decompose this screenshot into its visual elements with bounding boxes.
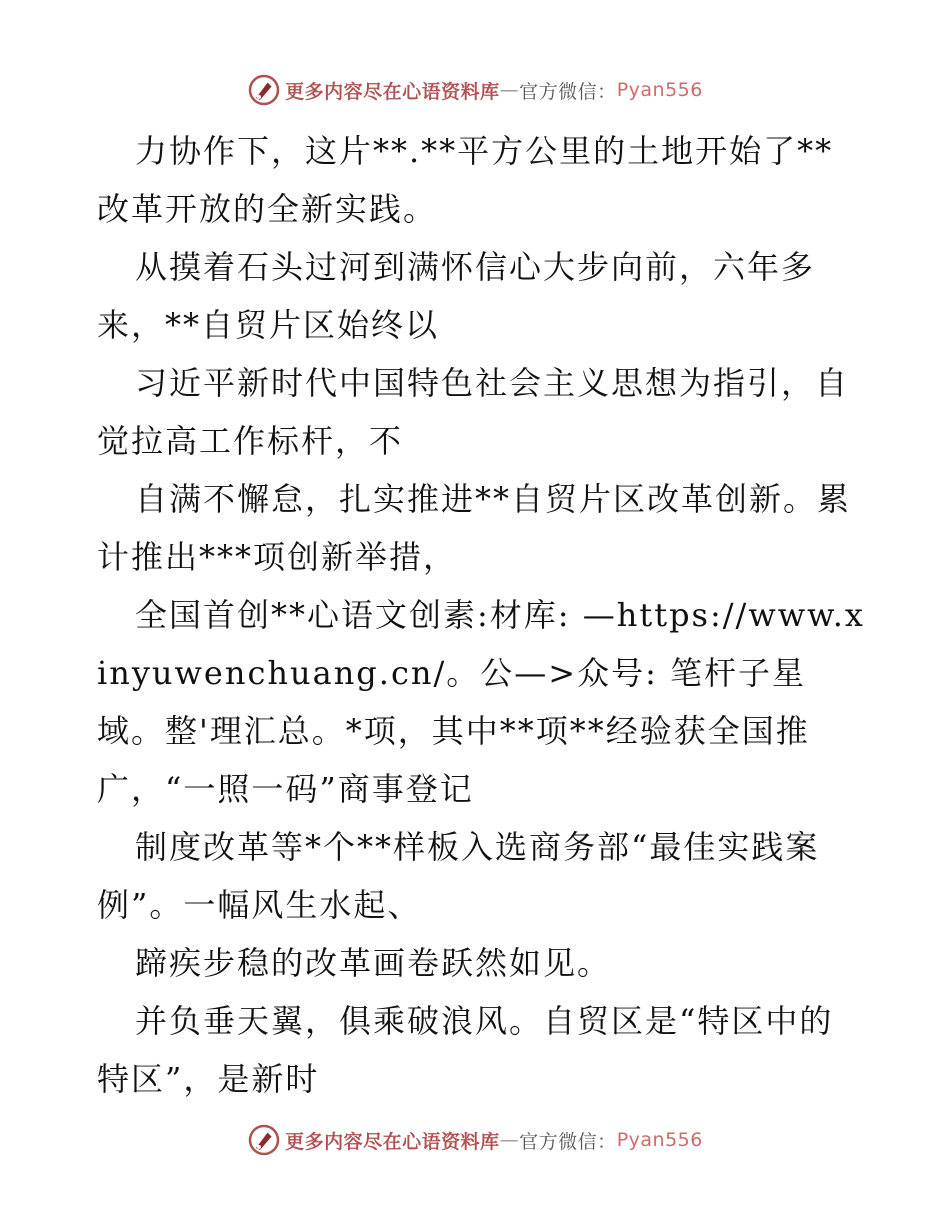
document-body (97, 122, 867, 1108)
banner-separator: — (499, 79, 520, 101)
banner-site-text: 更多内容尽在心语资料库 (285, 1130, 500, 1153)
banner-account: Pyan556 (616, 1129, 703, 1151)
paragraph: 从摸着石头过河到满怀信心大步向前，六年多来，**自贸片区始终以 (97, 248, 816, 344)
paragraph: 制度改革等*个**样板入选商务部“最佳实践案例”。一幅风生水起、 (97, 828, 820, 924)
paragraph: 全国首创**心语文创素:材库: —https://www.xinyuwenchuang.cn/。公—>众号: 笔杆子星域。整'理汇总。*项，其中**项**经验获全国推广，“一照一码”商事登记 (97, 596, 865, 808)
paragraph: 蹄疾步稳的改革画卷跃然如见。 (135, 944, 612, 982)
footer-banner (0, 1120, 950, 1160)
paragraph: 力协作下，这片**.**平方公里的土地开始了**改革开放的全新实践。 (97, 132, 834, 228)
banner-separator: — (499, 1129, 520, 1151)
banner-site-text: 更多内容尽在心语资料库 (285, 80, 500, 103)
paragraph: 并负垂天翼，俱乘破浪风。自贸区是“特区中的特区”，是新时 (97, 1002, 834, 1098)
banner-official-label: 官方微信： (519, 1130, 617, 1153)
pen-nib-logo-icon (247, 1123, 281, 1157)
banner-official-label: 官方微信： (519, 80, 617, 103)
paragraph: 自满不懈怠，扎实推进**自贸片区改革创新。累计推出***项创新举措， (97, 480, 852, 576)
header-banner (0, 70, 950, 110)
banner-account: Pyan556 (616, 79, 703, 101)
paragraph: 习近平新时代中国特色社会主义思想为指引，自觉拉高工作标杆，不 (97, 364, 850, 460)
pen-nib-logo-icon (247, 73, 281, 107)
